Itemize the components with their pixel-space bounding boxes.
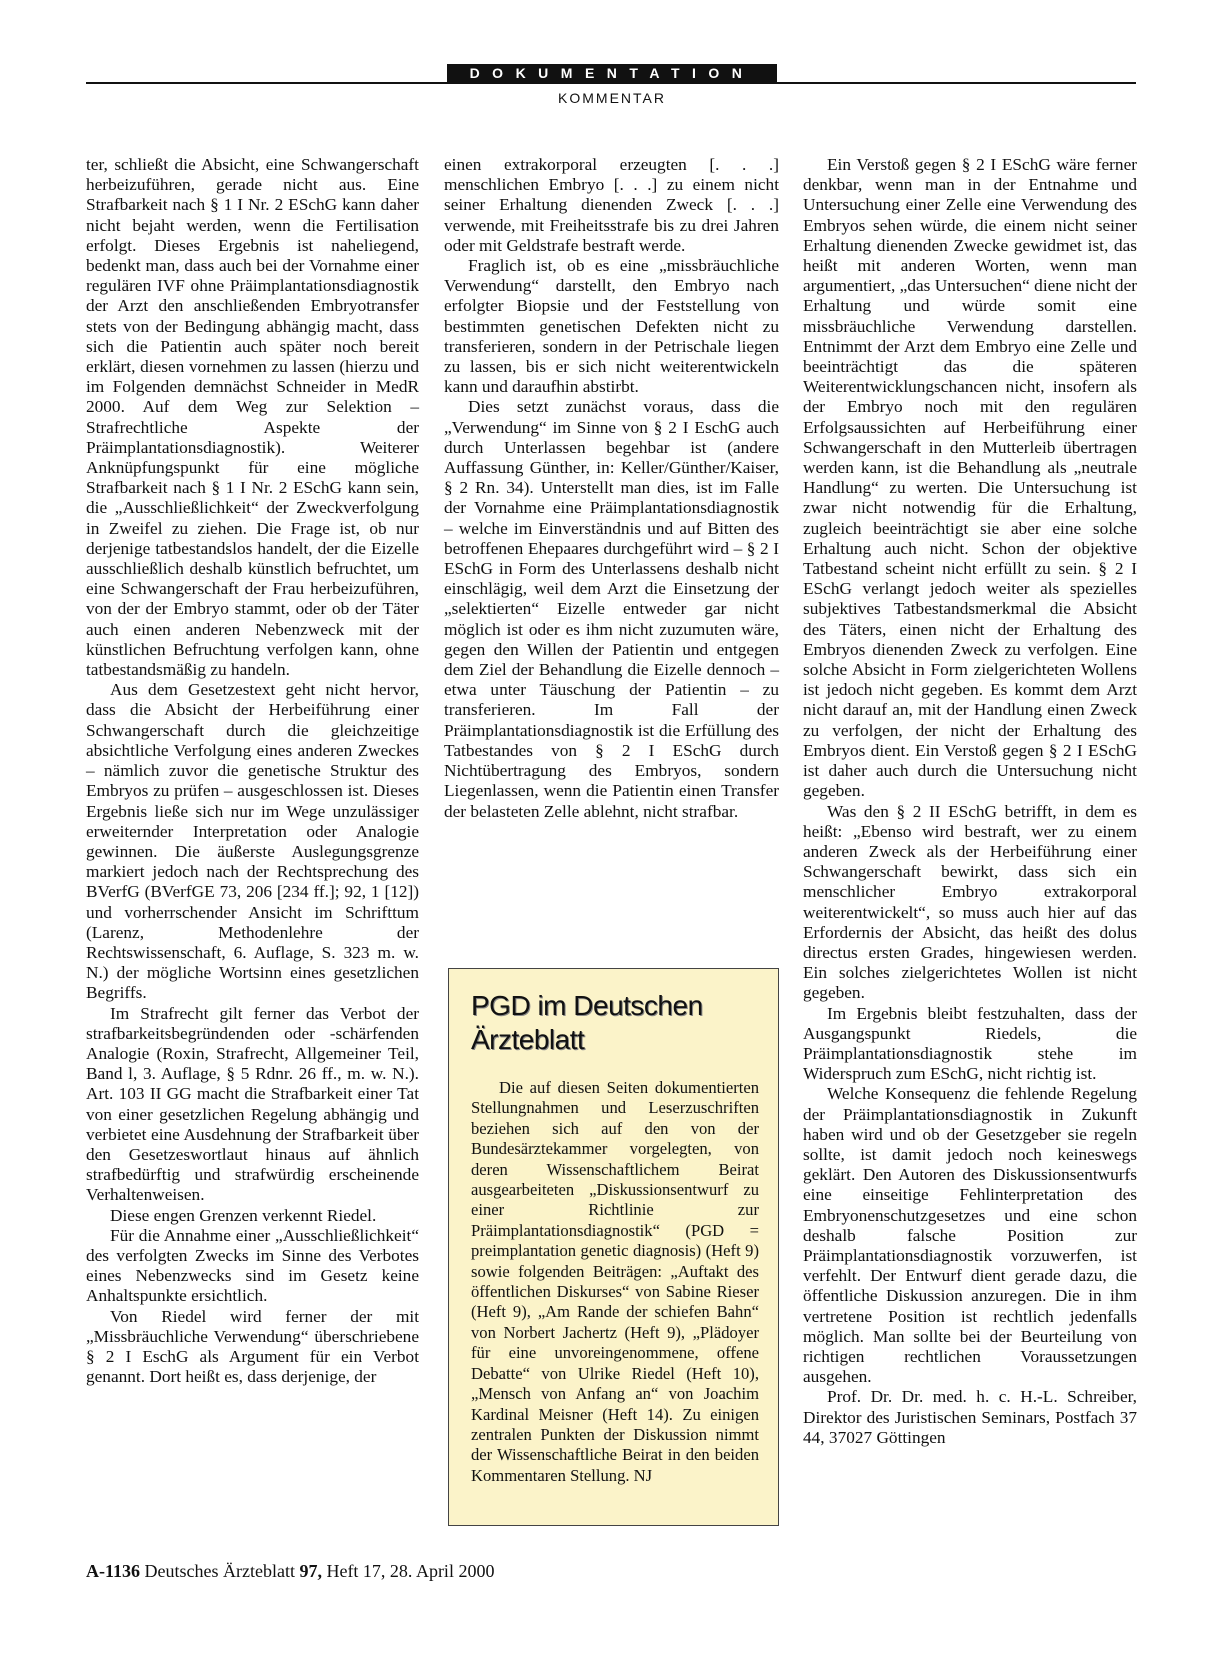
author-signature: Prof. Dr. Dr. med. h. c. H.-L. Schreiber, Direktor des Juristischen Seminars, Postfach 37 44, 37027 Göttingen: [803, 1387, 1137, 1447]
paragraph: Für die Annahme einer „Ausschließlichkeit“ des verfolgten Zwecks im Sinne des Verbotes eines Nebenzwecks sind im Gesetz keine Anhaltspunkte ersichtlich.: [86, 1225, 419, 1306]
paragraph: einen extrakorporal erzeugten [. . .] menschlichen Embryo [. . .] zu einem nicht seiner Erhaltung dienenden Zweck [. . .] verwende, mit Freiheitsstrafe bis zu drei Jahren oder mit Geldstrafe bestraft werde.: [444, 155, 779, 255]
journal-issue: Heft 17, 28. April 2000: [326, 1561, 495, 1581]
paragraph: Aus dem Gesetzestext geht nicht hervor, dass die Absicht der Herbeiführung einer Schwangerschaft durch die gleichzeitige absichtliche Verfolgung eines anderen Zweckes – nämlich zuvor die genetische Struktur des Embryos zu prüfen – ausgeschlossen ist. Dieses Ergebnis ließe sich nur im Wege unzulässiger erweiternder Interpretation oder Analogie gewinnen. Die äußerste Auslegungsgrenze markiert jedoch nach der Rechtsprechung des BVerfG (BVerfGE 73, 206 [234 ff.]; 92, 1 [12]) und vorherrschender Ansicht im Schrifttum (Larenz, Methodenlehre der Rechtswissenschaft, 6. Auflage, S. 323 m. w. N.) der mögliche Wortsinn eines gesetzlichen Begriffs.: [86, 680, 419, 1003]
info-box-title: PGD im Deutschen Ärzteblatt: [471, 990, 703, 1055]
section-label: DOKUMENTATION: [447, 64, 777, 83]
journal-volume: 97,: [299, 1561, 322, 1581]
paragraph: Im Ergebnis bleibt festzuhalten, dass der Ausgangspunkt Riedels, die Präimplantationsdiagnostik stehe im Widerspruch zum ESchG, nicht richtig ist.: [803, 1003, 1137, 1084]
paragraph: Ein Verstoß gegen § 2 I ESchG wäre ferner denkbar, wenn man in der Entnahme und Untersuchung einer Zelle eine Verwendung des Embryos sehen würde, die einem nicht seiner Erhaltung dienenden Zwecke gewidmet ist, das heißt mit anderen Worten, wenn man argumentiert, „das Untersuchen“ diene nicht der Erhaltung und würde somit eine missbräuchliche Verwendung darstellen. Entnimmt der Arzt dem Embryo eine Zelle und beeinträchtigt das die späteren Weiterentwicklungschancen nicht, insofern als der Embryo noch mit den regulären Erfolgsaussichten auf Herbeiführung einer Schwangerschaft in den Mutterleib übertragen werden kann, ist die Behandlung als „neutrale Handlung“ zu werten. Die Untersuchung ist zwar nicht notwendig für die Erhaltung, zugleich beeinträchtigt sie aber eine solche Erhaltung auch nicht. Schon der objektive Tatbestand scheint nicht erfüllt zu sein. § 2 I ESchG verlangt jedoch weiter als spezielles subjektives Tatbestandsmerkmal die Absicht des Täters, einen nicht der Erhaltung des Embryos dienenden Zweck zu verfolgen. Eine solche Absicht in Form zielgerichteten Wollens ist jedoch nicht gegeben. Es kommt dem Arzt nicht darauf an, mit der Handlung einen Zweck zu verfolgen, der nicht der Erhaltung des Embryos dient. Ein Verstoß gegen § 2 I ESchG ist daher auch durch die Untersuchung nicht gegeben.: [803, 155, 1137, 801]
paragraph: Diese engen Grenzen verkennt Riedel.: [110, 1205, 377, 1225]
subsection-label: KOMMENTAR: [558, 90, 666, 106]
paragraph: Dies setzt zunächst voraus, dass die „Verwendung“ im Sinne von § 2 I EschG auch durch Unterlassen begehbar ist (andere Auffassung Günther, in: Keller/Günther/Kaiser, § 2 Rn. 34). Unterstellt man dies, ist im Falle der Vornahme eine Präimplantationsdiagnostik – welche im Einverständnis und auf Bitten des betroffenen Ehepaares durchgeführt wird – § 2 I ESchG in Form des Unterlassens deshalb nicht einschlägig, weil dem Arzt die Einsetzung der „selektierten“ Eizelle entweder gar nicht möglich ist oder es ihm nicht zuzumuten wäre, gegen den Willen der Patientin und entgegen dem Ziel der Behandlung die Eizelle dennoch – etwa unter Täuschung der Patientin – zu transferieren. Im Fall der Präimplantationsdiagnostik ist die Erfüllung des Tatbestandes von § 2 I ESchG durch Nichtübertragung des Embryos, sondern Liegenlassen, wenn die Patientin einen Transfer der belasteten Zelle ablehnt, nicht strafbar.: [444, 397, 779, 821]
text-column-1: [86, 155, 419, 1387]
info-box: [448, 968, 779, 1526]
text-column-2: [444, 155, 779, 822]
paragraph: Fraglich ist, ob es eine „missbräuchliche Verwendung“ darstellt, den Embryo nach erfolgter Biopsie und der Feststellung von bestimmten genetischen Defekten nicht zu transferieren, sondern in der Petrischale liegen zu lassen, bis er sich nicht weiterentwickeln kann und daraufhin abstirbt.: [444, 256, 779, 397]
info-box-text: Die auf diesen Seiten dokumentierten Stellungnahmen und Leserzuschriften beziehen sich auf den von der Bundesärztekammer vorgelegten, von deren Wissenschaftlichem Beirat ausgearbeiteten „Diskussionsentwurf zu einer Richtlinie zur Präimplantationsdiagnostik“ (PGD = preimplantation genetic diagnosis) (Heft 9) sowie folgenden Beiträgen: „Auftakt des öffentlichen Diskurses“ von Sabine Rieser (Heft 9), „Am Rande der schiefen Bahn“ von Norbert Jachertz (Heft 9), „Plädoyer für eine unvoreingenommene, offene Debatte“ von Ulrike Riedel (Heft 10), „Mensch von Anfang an“ von Joachim Kardinal Meisner (Heft 14). Zu einigen zentralen Punkten der Diskussion nimmt der Wissenschaftliche Beirat in den beiden Kommentaren Stellung. NJ: [471, 1078, 759, 1485]
paragraph: Im Strafrecht gilt ferner das Verbot der strafbarkeitsbegründenden oder -schärfenden Analogie (Roxin, Strafrecht, Allgemeiner Teil, Band l, 3. Auflage, § 5 Rdnr. 26 ff., m. w. N.). Art. 103 II GG macht die Strafbarkeit einer Tat von einer gesetzlichen Regelung abhängig und verbietet eine Ausdehnung der Strafbarkeit über den Gesetzeswortlaut hinaus auf ähnlich strafbedürftig und strafwürdig erscheinende Verhaltenweisen.: [86, 1003, 419, 1205]
paragraph: Von Riedel wird ferner der mit „Missbräuchliche Verwendung“ überschriebene § 2 I EschG als Argument für ein Verbot genannt. Dort heißt es, dass derjenige, der: [86, 1306, 419, 1387]
paragraph: ter, schließt die Absicht, eine Schwangerschaft herbeizuführen, gerade nicht aus. Eine Strafbarkeit nach § 1 I Nr. 2 ESchG kann daher nicht bejaht werden, wenn die Fertilisation erfolgt. Dieses Ergebnis ist naheliegend, bedenkt man, dass auch bei der Vornahme einer regulären IVF ohne Präimplantationsdiagnostik der Arzt den anschließenden Embryotransfer stets von der Bedingung abhängig macht, dass sich die Patientin auch später noch bereit erklärt, diesen vornehmen zu lassen (hierzu und im Folgenden demnächst Schneider in MedR 2000. Auf dem Weg zur Selektion – Strafrechtliche Aspekte der Präimplantationsdiagnostik). Weiterer Anknüpfungspunkt für eine mögliche Strafbarkeit nach § 1 I Nr. 2 ESchG kann sein, die „Ausschließlichkeit“ der Zweckverfolgung in Zweifel zu ziehen. Die Frage ist, ob nur derjenige tatbestandslos handelt, der die Eizelle ausschließlich deshalb künstlich befruchtet, um eine Schwangerschaft der Frau herbeizuführen, von der der Embryo stammt, oder ob der Täter auch einen anderen Nebenzweck mit der künstlichen Befruchtung verfolgen kann, ohne tatbestandsmäßig zu handeln.: [86, 155, 419, 680]
journal-name: Deutsches Ärzteblatt: [144, 1561, 295, 1581]
paragraph: Welche Konsequenz die fehlende Regelung der Präimplantationsdiagnostik in Zukunft haben wird und ob der Gesetzgeber sie regeln sollte, ist damit jedoch noch keineswegs geklärt. Den Autoren des Diskussionsentwurfs eine einseitige Fehlinterpretation des Embryonenschutzgesetzes und eine schon deshalb falsche Position zur Präimplantationsdiagnostik vorzuwerfen, ist verfehlt. Der Entwurf dient gerade dazu, die öffentliche Diskussion anzuregen. Die in ihm vertretene Position ist rechtlich jedenfalls möglich. Man sollte bei der Beurteilung von richtigen rechtlichen Voraussetzungen ausgehen.: [803, 1084, 1137, 1387]
page-footer: [86, 1561, 494, 1582]
page-number: A-1136: [86, 1561, 140, 1581]
paragraph: Was den § 2 II ESchG betrifft, in dem es heißt: „Ebenso wird bestraft, wer zu einem anderen Zweck als der Herbeiführung einer Schwangerschaft bewirkt, dass sich ein menschlicher Embryo extrakorporal weiterentwickelt“, so muss auch hier auf das Erfordernis der Absicht, das heißt des dolus directus ersten Grades, hingewiesen werden. Ein solches zielgerichtetes Wollen ist nicht gegeben.: [803, 801, 1137, 1003]
text-column-3: [803, 155, 1137, 1448]
